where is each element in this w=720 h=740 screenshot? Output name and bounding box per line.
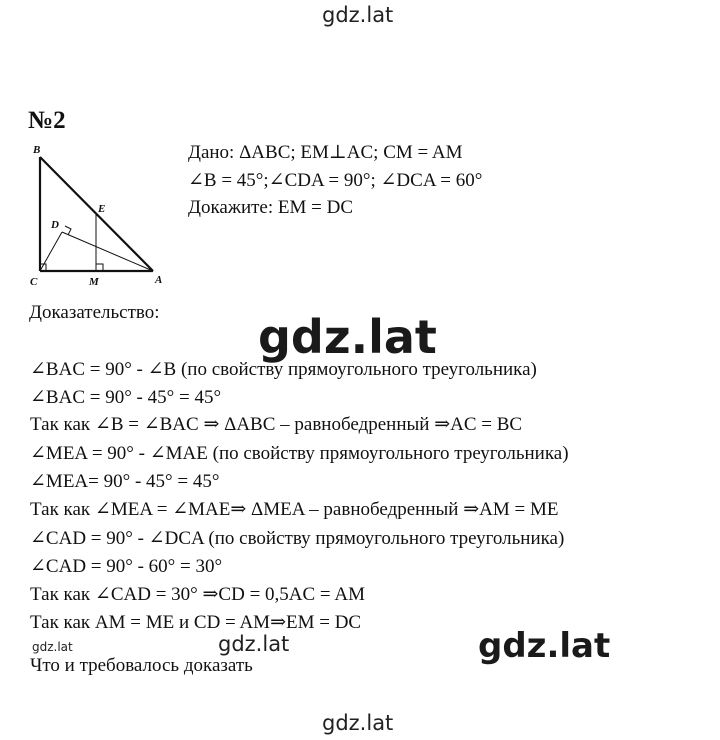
watermark-large-right: gdz.lat	[478, 626, 611, 666]
label-e: E	[98, 203, 106, 215]
watermark-small: gdz.lat	[32, 640, 73, 654]
proof-line-9: Так как ∠CAD = 30° ⇒CD = 0,5AC = AM	[30, 584, 365, 605]
watermark-bottom: gdz.lat	[322, 711, 394, 735]
watermark-middle: gdz.lat	[218, 632, 290, 656]
given-line-1: Дано: ΔABC; EM⊥AC; CM = AM	[188, 142, 463, 163]
label-a: A	[155, 274, 163, 286]
proof-line-4: ∠MEA = 90° - ∠MAE (по свойству прямоугольного треугольника)	[30, 443, 569, 464]
proof-line-5: ∠MEA= 90° - 45° = 45°	[30, 471, 220, 492]
segment-cd	[40, 232, 62, 271]
conclusion: Что и требовалось доказать	[30, 655, 253, 676]
problem-number: №2	[28, 107, 66, 134]
label-b: B	[33, 144, 41, 156]
proof-line-3: Так как ∠B = ∠BAC ⇒ ΔABC – равнобедренный ⇒AC = BC	[30, 414, 523, 435]
watermark-top: gdz.lat	[322, 3, 394, 27]
label-m: M	[89, 276, 99, 288]
triangle-figure	[26, 140, 166, 290]
proof-line-1: ∠BAC = 90° - ∠B (по свойству прямоугольного треугольника)	[30, 359, 537, 380]
given-line-2: ∠B = 45°;∠CDA = 90°; ∠DCA = 60°	[188, 170, 483, 191]
segment-da	[62, 232, 153, 271]
proof-line-2: ∠BAC = 90° - 45° = 45°	[30, 387, 222, 408]
watermark-large: gdz.lat	[258, 310, 437, 364]
proof-line-10: Так как AM = ME и CD = AM⇒EM = DC	[30, 612, 362, 633]
proof-line-6: Так как ∠MEA = ∠MAE⇒ ΔMEA – равнобедренный ⇒AM = ME	[30, 499, 559, 520]
label-d: D	[51, 219, 59, 231]
proof-line-8: ∠CAD = 90° - 60° = 30°	[30, 556, 223, 577]
given-line-3: Докажите: EM = DC	[188, 197, 354, 218]
label-c: C	[30, 276, 38, 288]
proof-line-7: ∠CAD = 90° - ∠DCA (по свойству прямоугольного треугольника)	[30, 528, 565, 549]
proof-heading: Доказательство:	[29, 302, 160, 323]
